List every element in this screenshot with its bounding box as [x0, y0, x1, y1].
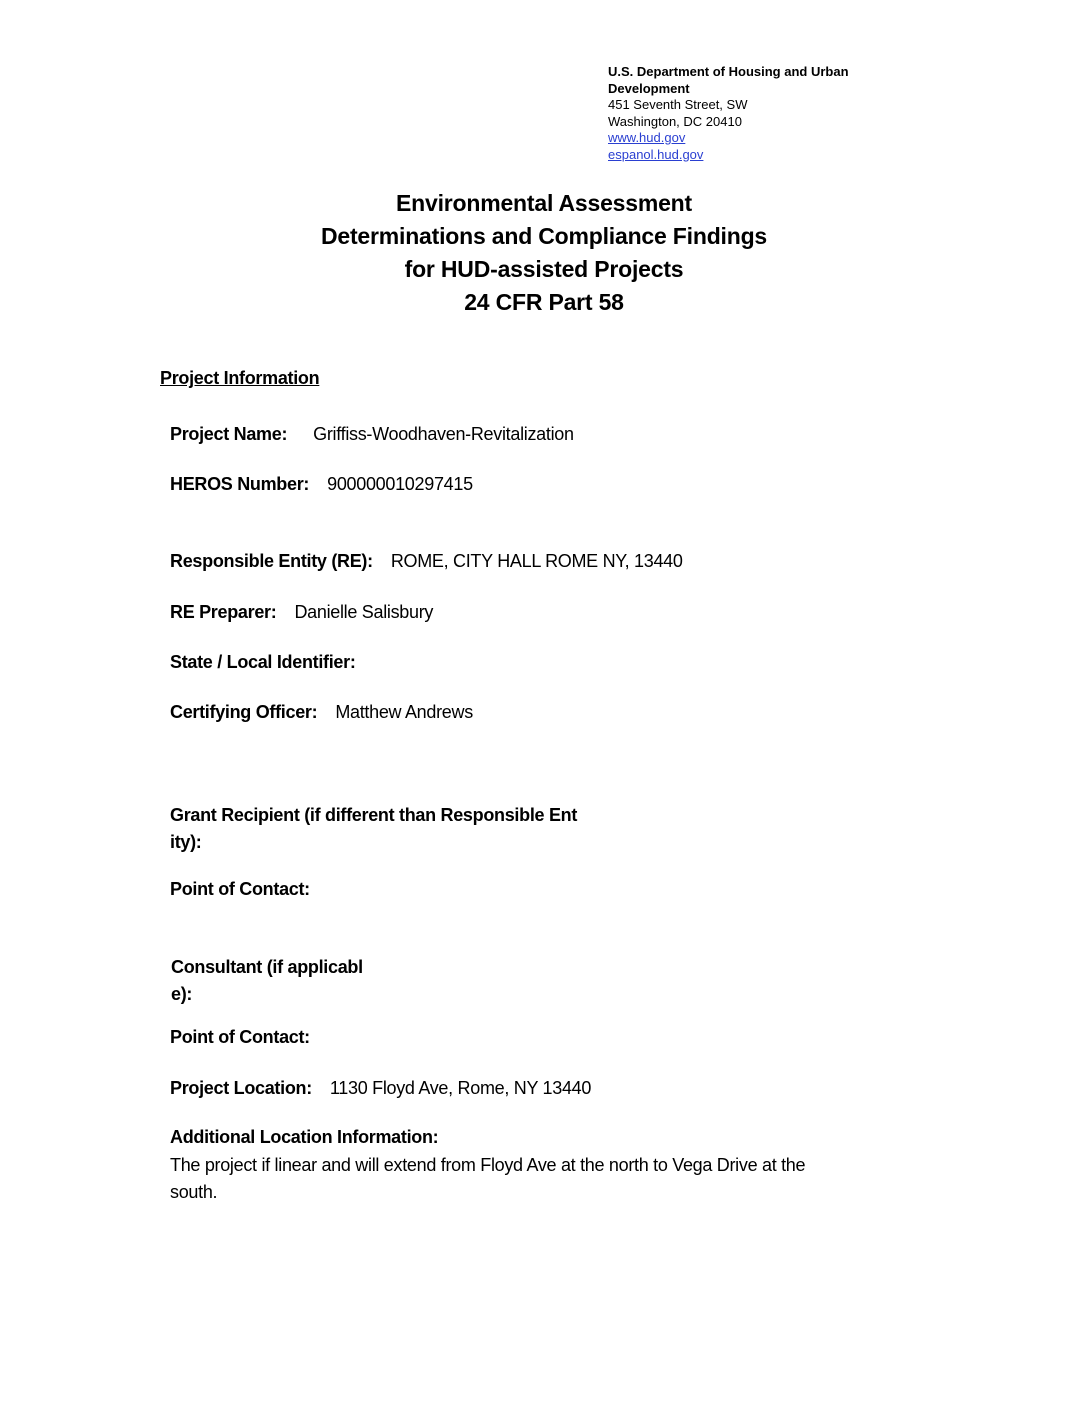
- project-location-label: Project Location:: [170, 1078, 312, 1098]
- field-consultant: [171, 954, 363, 1008]
- additional-location-text-line2: south.: [170, 1182, 218, 1202]
- hud-spanish-website-link[interactable]: espanol.hud.gov: [608, 146, 704, 162]
- heros-number-value: 900000010297415: [327, 474, 473, 494]
- consultant-label-line1: Consultant (if applicabl: [171, 957, 363, 977]
- title-line2: Determinations and Compliance Findings: [320, 223, 768, 249]
- field-point-of-contact-grant: [170, 879, 310, 900]
- certifying-officer-value: Matthew Andrews: [335, 702, 473, 722]
- document-title: [0, 187, 1088, 319]
- title-line3: for HUD-assisted Projects: [404, 256, 684, 282]
- additional-location-text: [170, 1152, 910, 1206]
- project-name-value: Griffiss-Woodhaven-Revitalization: [313, 424, 574, 444]
- grant-recipient-label-line1: Grant Recipient (if different than Responsible Ent: [170, 805, 578, 825]
- field-state-local-identifier: [170, 652, 356, 673]
- point-of-contact-label: Point of Contact:: [170, 879, 310, 899]
- certifying-officer-label: Certifying Officer:: [170, 702, 318, 722]
- field-grant-recipient: [170, 802, 577, 856]
- agency-name-line2: Development: [608, 80, 690, 96]
- title-line4: 24 CFR Part 58: [464, 289, 624, 315]
- consultant-label-line2: e):: [171, 984, 193, 1004]
- re-preparer-label: RE Preparer:: [170, 602, 277, 622]
- field-project-location: [170, 1078, 591, 1099]
- agency-address-street: 451 Seventh Street, SW: [608, 97, 748, 112]
- project-name-label: Project Name:: [170, 424, 288, 444]
- state-local-identifier-label: State / Local Identifier:: [170, 652, 356, 672]
- agency-name: [608, 64, 898, 97]
- field-additional-location: [170, 1127, 438, 1148]
- field-point-of-contact-consultant: [170, 1027, 310, 1048]
- agency-name-line1: U.S. Department of Housing and Urban: [608, 64, 849, 79]
- hud-website-link[interactable]: www.hud.gov: [608, 130, 686, 145]
- agency-address-city: Washington, DC 20410: [608, 113, 742, 129]
- responsible-entity-label: Responsible Entity (RE):: [170, 551, 373, 571]
- field-certifying-officer: [170, 702, 473, 723]
- field-project-name: [170, 424, 574, 445]
- heros-number-label: HEROS Number:: [170, 474, 310, 494]
- responsible-entity-value: ROME, CITY HALL ROME NY, 13440: [390, 551, 683, 571]
- field-responsible-entity: [170, 551, 683, 572]
- section-heading-project-information: Project Information: [160, 368, 320, 388]
- title-line1: Environmental Assessment: [395, 190, 692, 216]
- field-heros-number: [170, 474, 473, 495]
- agency-letterhead: [608, 64, 898, 163]
- additional-location-label: Additional Location Information:: [170, 1127, 439, 1147]
- project-location-value: 1130 Floyd Ave, Rome, NY 13440: [329, 1078, 592, 1098]
- field-re-preparer: [170, 602, 433, 623]
- additional-location-text-line1: The project if linear and will extend from Floyd Ave at the north to Vega Drive at the: [170, 1155, 806, 1175]
- re-preparer-value: Danielle Salisbury: [294, 602, 434, 622]
- grant-recipient-label-line2: ity):: [170, 832, 202, 852]
- point-of-contact-label: Point of Contact:: [170, 1027, 310, 1047]
